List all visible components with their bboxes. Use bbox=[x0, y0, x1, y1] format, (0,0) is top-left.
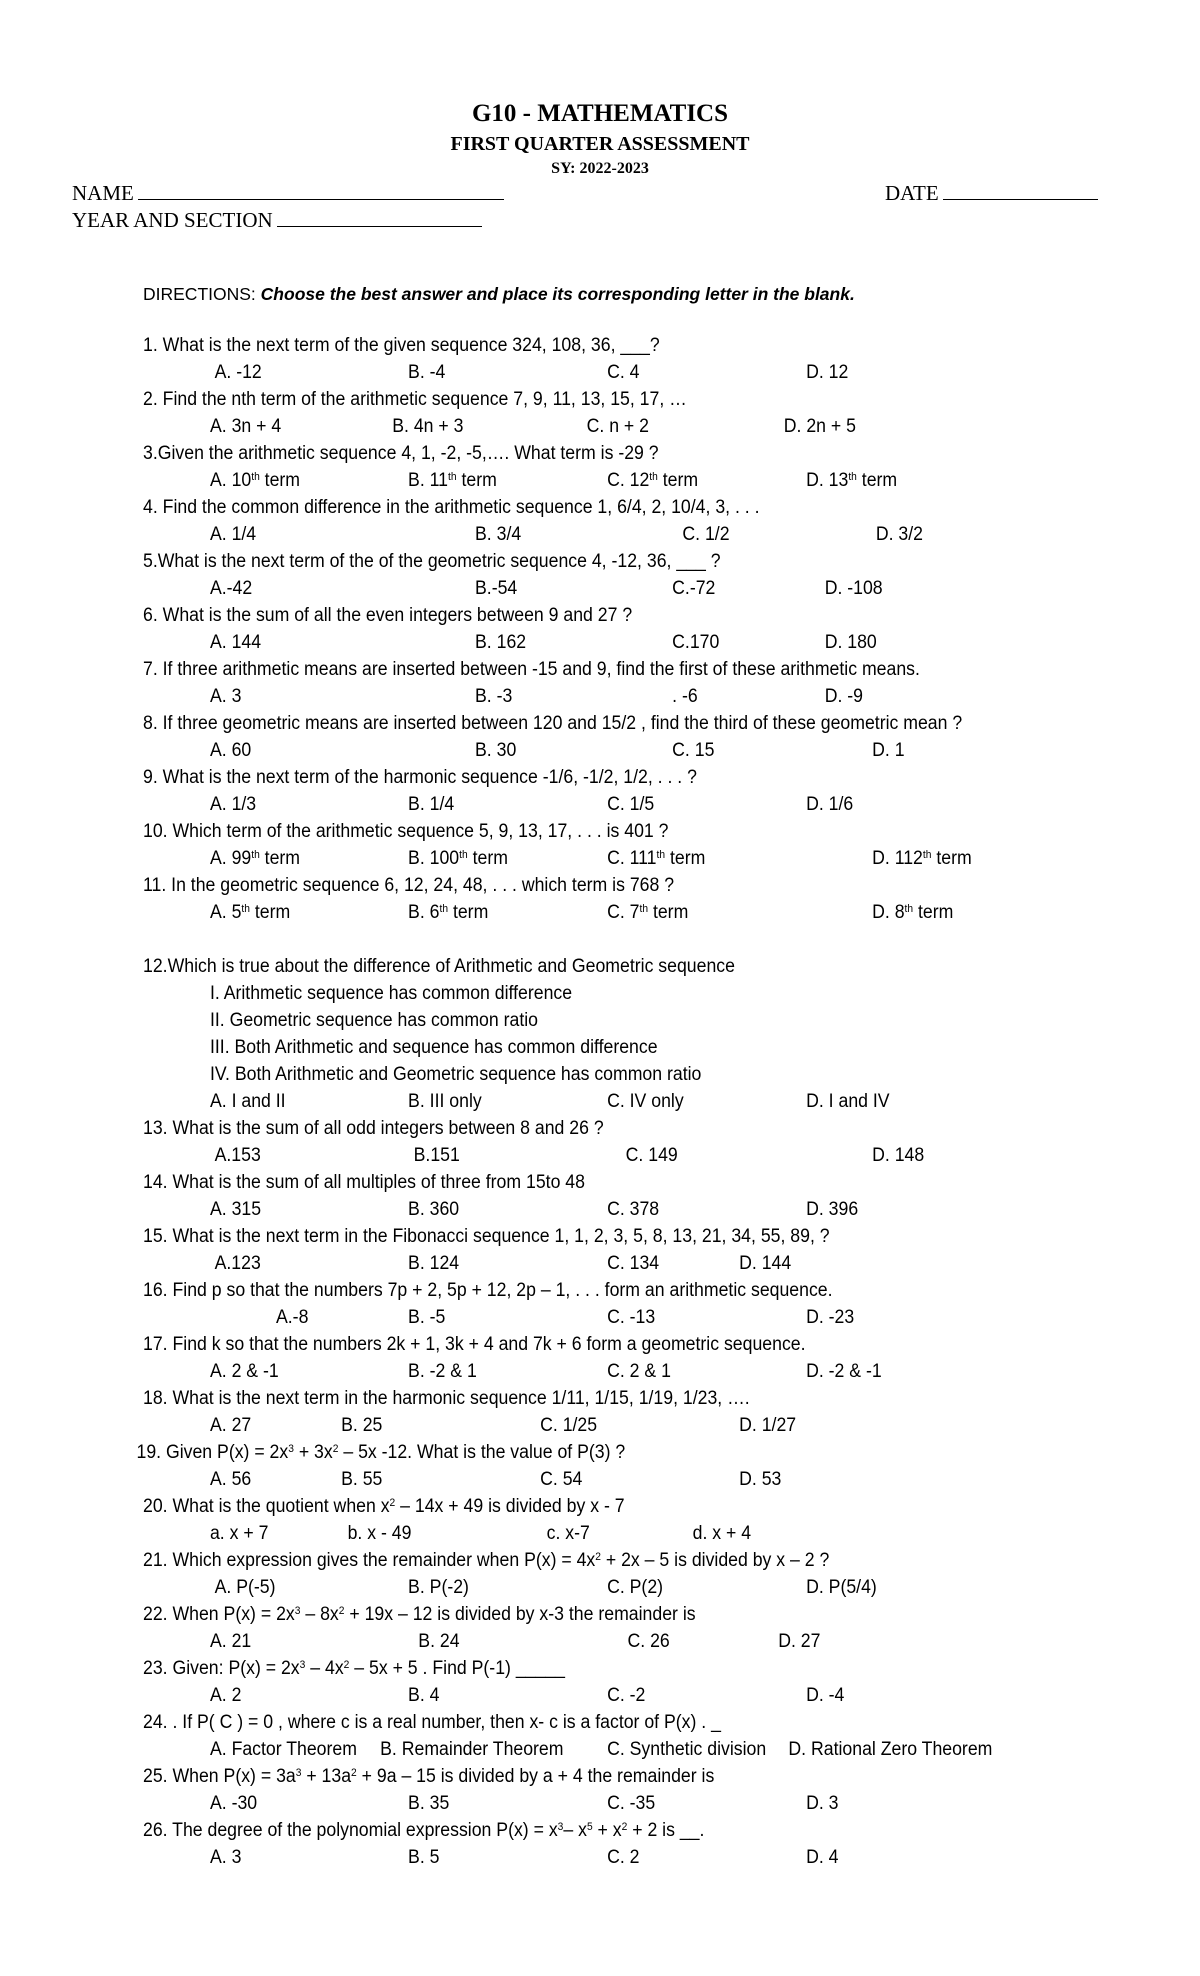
option-c[interactable]: C. -35 bbox=[607, 1793, 656, 1814]
question-text bbox=[10, 1493, 1126, 1520]
option-a[interactable]: A.-42 bbox=[209, 578, 253, 599]
option-b[interactable]: B.151 bbox=[413, 1145, 460, 1166]
question-text bbox=[10, 1601, 1126, 1628]
question-9: 9. What is the next term of the harmonic sequence -1/6, -1/2, 1/2, . . . ? bbox=[143, 767, 697, 788]
options-row bbox=[10, 1412, 1126, 1439]
option-b[interactable]: B. 11th term bbox=[408, 470, 497, 491]
option-d[interactable]: D. 53 bbox=[739, 1469, 782, 1490]
question-list bbox=[10, 332, 1126, 1871]
option-a[interactable]: A. 2 & -1 bbox=[209, 1361, 279, 1382]
option-d[interactable]: D. 8th term bbox=[872, 902, 954, 923]
spacer bbox=[10, 926, 1126, 953]
option-a[interactable]: A. 1/3 bbox=[209, 794, 257, 815]
options-row bbox=[10, 683, 1126, 710]
option-d[interactable]: D. -23 bbox=[806, 1307, 855, 1328]
option-a[interactable]: A. 2 bbox=[209, 1685, 242, 1706]
option-c[interactable]: C. 1/5 bbox=[607, 794, 655, 815]
option-b[interactable]: B. 100th term bbox=[408, 848, 508, 869]
name-label: NAME bbox=[72, 181, 134, 205]
options-row bbox=[10, 413, 1126, 440]
option-a[interactable]: a. x + 7 bbox=[209, 1523, 269, 1544]
statement-row bbox=[10, 1007, 1126, 1034]
question-12: 12.Which is true about the difference of Arithmetic and Geometric sequence bbox=[143, 956, 735, 977]
option-c[interactable]: C. 15 bbox=[672, 740, 715, 761]
directions bbox=[143, 284, 855, 305]
options-row bbox=[10, 467, 1126, 494]
option-a[interactable]: A. 1/4 bbox=[209, 524, 257, 545]
option-c[interactable]: C. Synthetic division bbox=[607, 1739, 767, 1760]
option-a[interactable]: A. 3n + 4 bbox=[209, 416, 282, 437]
question-13: 13. What is the sum of all odd integers between 8 and 26 ? bbox=[143, 1118, 604, 1139]
question-text bbox=[10, 1385, 1126, 1412]
options-row bbox=[10, 737, 1126, 764]
year-section-label: YEAR AND SECTION bbox=[72, 208, 273, 232]
option-c[interactable]: C. P(2) bbox=[607, 1577, 664, 1598]
question-10: 10. Which term of the arithmetic sequence 5, 9, 13, 17, . . . is 401 ? bbox=[143, 821, 669, 842]
options-row bbox=[10, 1358, 1126, 1385]
option-b[interactable]: B. 6th term bbox=[408, 902, 489, 923]
statement-1: I. Arithmetic sequence has common difference bbox=[209, 983, 573, 1004]
question-text bbox=[10, 710, 1126, 737]
option-b[interactable]: B. 1/4 bbox=[408, 794, 455, 815]
options-row bbox=[10, 1520, 1126, 1547]
option-b[interactable]: B. 3/4 bbox=[475, 524, 522, 545]
question-text bbox=[10, 1817, 1126, 1844]
option-d[interactable]: D. -2 & -1 bbox=[806, 1361, 882, 1382]
question-text bbox=[10, 1439, 1126, 1466]
question-6: 6. What is the sum of all the even integers between 9 and 27 ? bbox=[143, 605, 633, 626]
options-row bbox=[10, 1466, 1126, 1493]
question-text bbox=[10, 1547, 1126, 1574]
options-row bbox=[10, 629, 1126, 656]
question-3: 3.Given the arithmetic sequence 4, 1, -2, -5,…. What term is -29 ? bbox=[143, 443, 659, 464]
option-b[interactable]: B.-54 bbox=[475, 578, 518, 599]
question-text bbox=[10, 1169, 1126, 1196]
date-blank[interactable] bbox=[943, 181, 1098, 200]
question-text bbox=[10, 953, 1126, 980]
question-text bbox=[10, 1763, 1126, 1790]
option-b[interactable]: B. 162 bbox=[475, 632, 527, 653]
statement-row bbox=[10, 980, 1126, 1007]
question-text bbox=[10, 1331, 1126, 1358]
option-d[interactable]: D. 148 bbox=[872, 1145, 925, 1166]
options-row bbox=[10, 1196, 1126, 1223]
option-c[interactable]: C. 7th term bbox=[607, 902, 689, 923]
option-c[interactable]: C. -2 bbox=[607, 1685, 646, 1706]
option-c[interactable]: . -6 bbox=[672, 686, 698, 707]
option-d[interactable]: D. 4 bbox=[806, 1847, 839, 1868]
options-row bbox=[10, 1790, 1126, 1817]
question-text bbox=[10, 1655, 1126, 1682]
option-c[interactable]: c. x-7 bbox=[546, 1523, 590, 1544]
option-c[interactable]: C. 4 bbox=[607, 362, 640, 383]
option-b[interactable]: B. -2 & 1 bbox=[408, 1361, 477, 1382]
option-d[interactable]: D. 396 bbox=[806, 1199, 859, 1220]
date-field[interactable] bbox=[885, 181, 1098, 206]
question-text bbox=[10, 602, 1126, 629]
option-d[interactable]: d. x + 4 bbox=[692, 1523, 752, 1544]
option-a[interactable]: A.153 bbox=[214, 1145, 261, 1166]
directions-label: DIRECTIONS: bbox=[143, 284, 256, 304]
option-d[interactable]: D. -108 bbox=[824, 578, 883, 599]
option-a[interactable]: A. 5th term bbox=[209, 902, 291, 923]
question-11: 11. In the geometric sequence 6, 12, 24, 48, . . . which term is 768 ? bbox=[143, 875, 675, 896]
option-b[interactable]: B. 4 bbox=[408, 1685, 440, 1706]
option-a[interactable]: A. 10th term bbox=[209, 470, 301, 491]
question-5: 5.What is the next term of the of the geometric sequence 4, -12, 36, ___ ? bbox=[143, 551, 721, 572]
options-row bbox=[10, 845, 1126, 872]
question-14: 14. What is the sum of all multiples of three from 15to 48 bbox=[143, 1172, 585, 1193]
option-d[interactable]: D. Rational Zero Theorem bbox=[788, 1739, 993, 1760]
question-22: 22. When $P(x) = 2x^3 - 8x^2 + 19x - 12$ is divided by x-3 the remainder is bbox=[143, 1604, 696, 1625]
option-c[interactable]: C. -13 bbox=[607, 1307, 656, 1328]
option-d[interactable]: D. 1 bbox=[872, 740, 905, 761]
page-title: G10 - MATHEMATICS bbox=[471, 100, 729, 127]
option-d[interactable]: D. 1/27 bbox=[739, 1415, 797, 1436]
option-c[interactable]: C. 54 bbox=[540, 1469, 583, 1490]
options-row bbox=[10, 1250, 1126, 1277]
option-c[interactable]: C. 111th term bbox=[607, 848, 706, 869]
question-text bbox=[10, 872, 1126, 899]
question-text bbox=[10, 332, 1126, 359]
option-c[interactable]: C. 134 bbox=[607, 1253, 660, 1274]
option-d[interactable]: D. 12 bbox=[806, 362, 849, 383]
options-row bbox=[10, 575, 1126, 602]
option-d[interactable]: D. 13th term bbox=[806, 470, 898, 491]
option-d[interactable]: D. 180 bbox=[824, 632, 877, 653]
options-row bbox=[10, 791, 1126, 818]
statement-3: III. Both Arithmetic and sequence has common difference bbox=[209, 1037, 658, 1058]
question-23: 23. Given: $P(x) = 2x^3 - 4x^2 - 5x + 5$ . Find P(-1) _____ bbox=[143, 1658, 565, 1679]
option-d[interactable]: D. P(5/4) bbox=[806, 1577, 877, 1598]
question-24: 24. . If P( C ) = 0 , where c is a real number, then x- c is a factor of P(x) . _ bbox=[143, 1712, 721, 1733]
statement-row bbox=[10, 1034, 1126, 1061]
option-d[interactable]: D. -4 bbox=[806, 1685, 845, 1706]
question-text bbox=[10, 656, 1126, 683]
options-row bbox=[10, 1088, 1126, 1115]
option-a[interactable]: A.123 bbox=[214, 1253, 261, 1274]
option-a[interactable]: A. 3 bbox=[209, 1847, 242, 1868]
option-b[interactable]: B. 55 bbox=[341, 1469, 383, 1490]
option-b[interactable]: B. 5 bbox=[408, 1847, 440, 1868]
question-text bbox=[10, 494, 1126, 521]
question-text bbox=[10, 548, 1126, 575]
name-field[interactable] bbox=[72, 181, 504, 206]
option-a[interactable]: A. 3 bbox=[209, 686, 242, 707]
option-b[interactable]: b. x - 49 bbox=[347, 1523, 412, 1544]
options-row bbox=[10, 359, 1126, 386]
option-b[interactable]: B. Remainder Theorem bbox=[380, 1739, 564, 1760]
options-row bbox=[10, 1628, 1126, 1655]
option-d[interactable]: D. 2n + 5 bbox=[783, 416, 856, 437]
option-b[interactable]: B. 124 bbox=[408, 1253, 460, 1274]
options-row bbox=[10, 1574, 1126, 1601]
option-b[interactable]: B. P(-2) bbox=[408, 1577, 469, 1598]
question-text bbox=[10, 1709, 1126, 1736]
option-d[interactable]: D. 3/2 bbox=[875, 524, 923, 545]
question-17: 17. Find k so that the numbers 2k + 1, 3k + 4 and 7k + 6 form a geometric sequence. bbox=[143, 1334, 806, 1355]
option-b[interactable]: B. 30 bbox=[475, 740, 517, 761]
statement-2: II. Geometric sequence has common ratio bbox=[209, 1010, 538, 1031]
option-b[interactable]: B. 25 bbox=[341, 1415, 383, 1436]
option-c[interactable]: C. 1/25 bbox=[540, 1415, 598, 1436]
options-row bbox=[10, 1304, 1126, 1331]
option-d[interactable]: D. I and IV bbox=[806, 1091, 890, 1112]
option-c[interactable]: C. 2 bbox=[607, 1847, 640, 1868]
option-a[interactable]: A. 21 bbox=[209, 1631, 252, 1652]
option-a[interactable]: A. -12 bbox=[214, 362, 262, 383]
option-c[interactable]: C.-72 bbox=[672, 578, 716, 599]
question-16: 16. Find p so that the numbers 7p + 2, 5p + 12, 2p – 1, . . . form an arithmetic sequence. bbox=[143, 1280, 833, 1301]
question-26: 26. The degree of the polynomial expression $P(x) = x^3-$ $x^5 + x^2 + 2$ is __. bbox=[143, 1820, 705, 1841]
option-b[interactable]: B. -4 bbox=[408, 362, 446, 383]
question-text bbox=[10, 1277, 1126, 1304]
option-c[interactable]: C. 2 & 1 bbox=[607, 1361, 671, 1382]
option-c[interactable]: C. 149 bbox=[625, 1145, 678, 1166]
option-b[interactable]: B. 35 bbox=[408, 1793, 450, 1814]
option-a[interactable]: A. I and II bbox=[209, 1091, 286, 1112]
question-text bbox=[10, 386, 1126, 413]
statement-row bbox=[10, 1061, 1126, 1088]
option-b[interactable]: B. 24 bbox=[418, 1631, 460, 1652]
statement-4: IV. Both Arithmetic and Geometric sequence has common ratio bbox=[209, 1064, 702, 1085]
option-c[interactable]: C. 12th term bbox=[607, 470, 699, 491]
option-a[interactable]: A. 56 bbox=[209, 1469, 252, 1490]
question-text bbox=[10, 818, 1126, 845]
question-19: 19. Given $P(x) = 2x^3 + 3x^2 - 5x$ -12. What is the value of P(3) ? bbox=[136, 1442, 626, 1463]
option-b[interactable]: B. -3 bbox=[475, 686, 513, 707]
question-text bbox=[10, 1223, 1126, 1250]
options-row bbox=[10, 1682, 1126, 1709]
option-a[interactable]: A. 27 bbox=[209, 1415, 252, 1436]
date-label: DATE bbox=[885, 181, 939, 205]
option-a[interactable]: A. 144 bbox=[209, 632, 262, 653]
option-a[interactable]: A. P(-5) bbox=[214, 1577, 276, 1598]
option-d[interactable]: D. 144 bbox=[739, 1253, 792, 1274]
option-a[interactable]: A. Factor Theorem bbox=[209, 1739, 357, 1760]
option-c[interactable]: C. 378 bbox=[607, 1199, 660, 1220]
option-d[interactable]: D. 3 bbox=[806, 1793, 839, 1814]
question-2: 2. Find the nth term of the arithmetic sequence 7, 9, 11, 13, 15, 17, … bbox=[143, 389, 687, 410]
option-a[interactable]: A.-8 bbox=[275, 1307, 309, 1328]
option-b[interactable]: B. -5 bbox=[408, 1307, 446, 1328]
option-c[interactable]: C.170 bbox=[672, 632, 720, 653]
school-year: SY: 2022-2023 bbox=[551, 160, 649, 177]
option-b[interactable]: B. 360 bbox=[408, 1199, 460, 1220]
year-section-blank[interactable] bbox=[277, 208, 482, 227]
question-4: 4. Find the common difference in the arithmetic sequence 1, 6/4, 2, 10/4, 3, . . . bbox=[143, 497, 760, 518]
question-text bbox=[10, 1115, 1126, 1142]
question-text bbox=[10, 440, 1126, 467]
question-18: 18. What is the next term in the harmonic sequence 1/11, 1/15, 1/19, 1/23, …. bbox=[143, 1388, 750, 1409]
option-a[interactable]: A. 99th term bbox=[209, 848, 301, 869]
option-c[interactable]: C. 1/2 bbox=[682, 524, 730, 545]
option-d[interactable]: D. 27 bbox=[778, 1631, 821, 1652]
option-b[interactable]: B. III only bbox=[408, 1091, 482, 1112]
page-subtitle: FIRST QUARTER ASSESSMENT bbox=[450, 133, 750, 155]
option-d[interactable]: D. -9 bbox=[824, 686, 863, 707]
option-d[interactable]: D. 112th term bbox=[872, 848, 972, 869]
question-25: 25. When $P(x) = 3a^3 + 13a^2 + 9a - 15$ is divided by a + 4 the remainder is bbox=[143, 1766, 715, 1787]
option-d[interactable]: D. 1/6 bbox=[806, 794, 854, 815]
option-c[interactable]: C. IV only bbox=[607, 1091, 684, 1112]
year-section-field[interactable] bbox=[72, 208, 482, 233]
options-row bbox=[10, 1736, 1126, 1763]
question-15: 15. What is the next term in the Fibonacci sequence 1, 1, 2, 3, 5, 8, 13, 21, 34, 55, 89, ? bbox=[143, 1226, 830, 1247]
option-b[interactable]: B. 4n + 3 bbox=[392, 416, 464, 437]
options-row bbox=[10, 899, 1126, 926]
option-a[interactable]: A. 60 bbox=[209, 740, 252, 761]
option-c[interactable]: C. n + 2 bbox=[586, 416, 649, 437]
directions-text: Choose the best answer and place its corresponding letter in the blank. bbox=[260, 284, 855, 304]
question-7: 7. If three arithmetic means are inserted between -15 and 9, find the first of these arithmetic means. bbox=[143, 659, 920, 680]
option-c[interactable]: C. 26 bbox=[627, 1631, 670, 1652]
option-a[interactable]: A. -30 bbox=[209, 1793, 258, 1814]
options-row bbox=[10, 1844, 1126, 1871]
options-row bbox=[10, 521, 1126, 548]
question-1: 1. What is the next term of the given sequence 324, 108, 36, ___? bbox=[143, 335, 660, 356]
question-21: 21. Which expression gives the remainder when $P(x) = 4x^2 + 2x - 5$ is divided by x – 2 ? bbox=[143, 1550, 830, 1571]
options-row bbox=[10, 1142, 1126, 1169]
question-20: 20. What is the quotient when $x^2 - 14x + 49$ is divided by x - 7 bbox=[143, 1496, 625, 1517]
name-blank[interactable] bbox=[138, 181, 504, 200]
question-text bbox=[10, 764, 1126, 791]
question-8: 8. If three geometric means are inserted between 120 and 15/2 , find the third of these geometric mean ? bbox=[143, 713, 963, 734]
option-a[interactable]: A. 315 bbox=[209, 1199, 262, 1220]
